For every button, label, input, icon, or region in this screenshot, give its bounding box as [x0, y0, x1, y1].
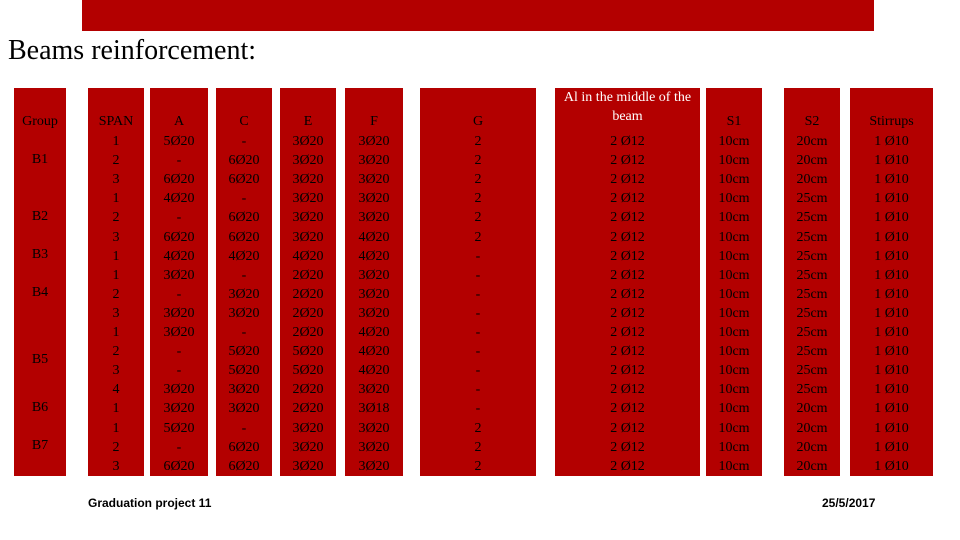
cell-f: 3Ø20: [358, 305, 390, 321]
cell-g: -: [475, 305, 481, 321]
header-al: Al in the middle of the beam: [563, 90, 692, 124]
cell-s1: 10cm: [718, 363, 750, 379]
cell-span: 3: [112, 305, 120, 321]
cell-s2: 20cm: [796, 420, 828, 436]
cell-al: 2 Ø12: [610, 344, 645, 360]
cell-f: 3Ø18: [358, 401, 390, 417]
cell-e: 2Ø20: [292, 382, 324, 398]
cell-stirrups: 1 Ø10: [874, 363, 909, 379]
cell-s1: 10cm: [718, 458, 750, 474]
cell-s1: 10cm: [718, 401, 750, 417]
cell-g: 2: [474, 153, 482, 169]
cell-al: 2 Ø12: [610, 458, 645, 474]
cell-e: 2Ø20: [292, 305, 324, 321]
cell-a: 4Ø20: [163, 191, 195, 207]
group-label: B4: [31, 285, 49, 301]
cell-s2: 20cm: [796, 401, 828, 417]
cell-al: 2 Ø12: [610, 439, 645, 455]
cell-s2: 25cm: [796, 325, 828, 340]
cell-s1: 10cm: [718, 210, 750, 226]
cell-g: 2: [474, 191, 482, 207]
group-label: B3: [31, 247, 49, 263]
cell-e: 3Ø20: [292, 191, 324, 207]
cell-c: 6Ø20: [228, 458, 260, 474]
cell-stirrups: 1 Ø10: [874, 191, 909, 207]
cell-a: 3Ø20: [163, 267, 195, 283]
cell-span: 1: [112, 267, 120, 283]
cell-e: 3Ø20: [292, 420, 324, 436]
cell-al: 2 Ø12: [610, 229, 645, 245]
cell-s1: 10cm: [718, 153, 750, 169]
cell-span: 3: [112, 229, 120, 245]
header-s2: S2: [804, 114, 820, 129]
cell-c: 5Ø20: [228, 363, 260, 379]
cell-al: 2 Ø12: [610, 191, 645, 207]
cell-s1: 10cm: [718, 172, 750, 188]
cell-span: 2: [112, 210, 120, 226]
cell-al: 2 Ø12: [610, 210, 645, 226]
cell-c: -: [241, 267, 247, 283]
cell-f: 3Ø20: [358, 286, 390, 302]
cell-e: 3Ø20: [292, 210, 324, 226]
cell-al: 2 Ø12: [610, 363, 645, 379]
header-g: G: [472, 114, 484, 129]
cell-e: 3Ø20: [292, 153, 324, 169]
cell-stirrups: 1 Ø10: [874, 267, 909, 283]
cell-al: 2 Ø12: [610, 325, 645, 340]
cell-stirrups: 1 Ø10: [874, 344, 909, 360]
cell-f: 3Ø20: [358, 267, 390, 283]
cell-al: 2 Ø12: [610, 153, 645, 169]
cell-g: -: [475, 248, 481, 264]
cell-al: 2 Ø12: [610, 382, 645, 398]
cell-c: 6Ø20: [228, 172, 260, 188]
cell-a: 6Ø20: [163, 458, 195, 474]
cell-stirrups: 1 Ø10: [874, 439, 909, 455]
header-f: F: [370, 114, 378, 129]
cell-e: 3Ø20: [292, 134, 324, 149]
cell-a: 3Ø20: [163, 382, 195, 398]
cell-s1: 10cm: [718, 382, 750, 398]
cell-c: 3Ø20: [228, 305, 260, 321]
cell-e: 2Ø20: [292, 401, 324, 417]
cell-f: 4Ø20: [358, 248, 390, 264]
cell-stirrups: 1 Ø10: [874, 325, 909, 340]
cell-stirrups: 1 Ø10: [874, 401, 909, 417]
cell-s2: 20cm: [796, 172, 828, 188]
cell-g: -: [475, 325, 481, 340]
cell-s2: 25cm: [796, 305, 828, 321]
cell-c: -: [241, 420, 247, 436]
cell-al: 2 Ø12: [610, 420, 645, 436]
header-c: C: [239, 114, 249, 129]
cell-s2: 25cm: [796, 286, 828, 302]
cell-g: -: [475, 344, 481, 360]
cell-stirrups: 1 Ø10: [874, 382, 909, 398]
cell-a: -: [176, 153, 182, 169]
cell-span: 3: [112, 172, 120, 188]
cell-a: 3Ø20: [163, 401, 195, 417]
cell-al: 2 Ø12: [610, 134, 645, 149]
cell-g: -: [475, 401, 481, 417]
cell-g: 2: [474, 458, 482, 474]
cell-f: 3Ø20: [358, 439, 390, 455]
cell-s1: 10cm: [718, 229, 750, 245]
cell-s1: 10cm: [718, 267, 750, 283]
cell-a: -: [176, 210, 182, 226]
header-group: Group: [22, 114, 58, 129]
cell-a: 5Ø20: [163, 420, 195, 436]
cell-g: -: [475, 363, 481, 379]
cell-al: 2 Ø12: [610, 401, 645, 417]
cell-s1: 10cm: [718, 325, 750, 340]
cell-s1: 10cm: [718, 191, 750, 207]
cell-e: 3Ø20: [292, 458, 324, 474]
header-span: SPAN: [98, 114, 134, 129]
cell-f: 3Ø20: [358, 382, 390, 398]
cell-a: 6Ø20: [163, 172, 195, 188]
cell-s2: 25cm: [796, 267, 828, 283]
cell-e: 2Ø20: [292, 286, 324, 302]
cell-c: 6Ø20: [228, 210, 260, 226]
cell-s2: 25cm: [796, 248, 828, 264]
cell-s2: 20cm: [796, 458, 828, 474]
cell-al: 2 Ø12: [610, 248, 645, 264]
cell-stirrups: 1 Ø10: [874, 229, 909, 245]
cell-a: -: [176, 363, 182, 379]
header-stirrups: Stirrups: [869, 114, 914, 129]
cell-a: -: [176, 439, 182, 455]
header-s1: S1: [726, 114, 742, 129]
cell-f: 4Ø20: [358, 344, 390, 360]
cell-f: 3Ø20: [358, 458, 390, 474]
cell-span: 4: [112, 382, 120, 398]
cell-c: -: [241, 134, 247, 149]
cell-f: 4Ø20: [358, 363, 390, 379]
cell-span: 2: [112, 286, 120, 302]
footer-project: Graduation project 11: [88, 496, 212, 510]
cell-c: -: [241, 191, 247, 207]
cell-s2: 25cm: [796, 210, 828, 226]
cell-f: 4Ø20: [358, 325, 390, 340]
cell-a: 5Ø20: [163, 134, 195, 149]
cell-a: 4Ø20: [163, 248, 195, 264]
cell-g: 2: [474, 229, 482, 245]
cell-e: 2Ø20: [292, 325, 324, 340]
cell-s1: 10cm: [718, 248, 750, 264]
cell-s2: 25cm: [796, 191, 828, 207]
cell-c: 6Ø20: [228, 229, 260, 245]
page-title: Beams reinforcement:: [8, 35, 257, 66]
cell-s1: 10cm: [718, 420, 750, 436]
column-band: [14, 88, 66, 476]
cell-stirrups: 1 Ø10: [874, 134, 909, 149]
cell-g: 2: [474, 210, 482, 226]
top-accent-bar: [82, 0, 874, 31]
cell-c: 4Ø20: [228, 248, 260, 264]
cell-stirrups: 1 Ø10: [874, 172, 909, 188]
cell-s1: 10cm: [718, 134, 750, 149]
cell-stirrups: 1 Ø10: [874, 458, 909, 474]
cell-span: 3: [112, 363, 120, 379]
cell-stirrups: 1 Ø10: [874, 420, 909, 436]
cell-c: 5Ø20: [228, 344, 260, 360]
group-label: B2: [31, 208, 49, 224]
cell-a: 6Ø20: [163, 229, 195, 245]
cell-span: 1: [112, 420, 120, 436]
cell-f: 3Ø20: [358, 153, 390, 169]
cell-e: 3Ø20: [292, 229, 324, 245]
cell-a: 3Ø20: [163, 305, 195, 321]
cell-span: 1: [112, 191, 120, 207]
cell-f: 3Ø20: [358, 134, 390, 149]
group-label: B1: [31, 151, 49, 167]
cell-span: 1: [112, 325, 120, 340]
cell-s1: 10cm: [718, 286, 750, 302]
cell-s2: 25cm: [796, 363, 828, 379]
cell-s1: 10cm: [718, 305, 750, 321]
cell-stirrups: 1 Ø10: [874, 248, 909, 264]
group-label: B5: [31, 352, 49, 368]
group-label: B7: [31, 438, 49, 454]
cell-c: 6Ø20: [228, 439, 260, 455]
cell-al: 2 Ø12: [610, 305, 645, 321]
footer-date: 25/5/2017: [822, 496, 876, 510]
cell-stirrups: 1 Ø10: [874, 286, 909, 302]
cell-span: 2: [112, 344, 120, 360]
cell-c: 3Ø20: [228, 401, 260, 417]
cell-s2: 25cm: [796, 344, 828, 360]
cell-a: -: [176, 344, 182, 360]
cell-g: -: [475, 382, 481, 398]
cell-al: 2 Ø12: [610, 172, 645, 188]
cell-s1: 10cm: [718, 344, 750, 360]
cell-s2: 20cm: [796, 439, 828, 455]
cell-a: -: [176, 286, 182, 302]
cell-c: 6Ø20: [228, 153, 260, 169]
cell-al: 2 Ø12: [610, 286, 645, 302]
cell-stirrups: 1 Ø10: [874, 153, 909, 169]
cell-f: 4Ø20: [358, 229, 390, 245]
cell-f: 3Ø20: [358, 172, 390, 188]
cell-stirrups: 1 Ø10: [874, 210, 909, 226]
cell-g: 2: [474, 134, 482, 149]
cell-f: 3Ø20: [358, 191, 390, 207]
cell-al: 2 Ø12: [610, 267, 645, 283]
cell-span: 1: [112, 134, 120, 149]
cell-s2: 25cm: [796, 382, 828, 398]
cell-span: 1: [112, 401, 120, 417]
cell-e: 4Ø20: [292, 248, 324, 264]
cell-s2: 20cm: [796, 134, 828, 149]
cell-stirrups: 1 Ø10: [874, 305, 909, 321]
cell-span: 2: [112, 439, 120, 455]
cell-f: 3Ø20: [358, 210, 390, 226]
cell-s1: 10cm: [718, 439, 750, 455]
cell-c: 3Ø20: [228, 286, 260, 302]
cell-e: 2Ø20: [292, 267, 324, 283]
cell-e: 3Ø20: [292, 439, 324, 455]
cell-a: 3Ø20: [163, 325, 195, 340]
cell-f: 3Ø20: [358, 420, 390, 436]
cell-g: 2: [474, 420, 482, 436]
cell-span: 1: [112, 248, 120, 264]
cell-e: 3Ø20: [292, 172, 324, 188]
cell-c: -: [241, 325, 247, 340]
header-a: A: [173, 114, 185, 129]
cell-s2: 20cm: [796, 153, 828, 169]
cell-s2: 25cm: [796, 229, 828, 245]
cell-e: 5Ø20: [292, 344, 324, 360]
cell-span: 2: [112, 153, 120, 169]
cell-g: 2: [474, 172, 482, 188]
cell-g: -: [475, 286, 481, 302]
cell-g: -: [475, 267, 481, 283]
cell-g: 2: [474, 439, 482, 455]
cell-c: 3Ø20: [228, 382, 260, 398]
cell-span: 3: [112, 458, 120, 474]
header-e: E: [303, 114, 313, 129]
cell-e: 5Ø20: [292, 363, 324, 379]
group-label: B6: [31, 399, 49, 415]
